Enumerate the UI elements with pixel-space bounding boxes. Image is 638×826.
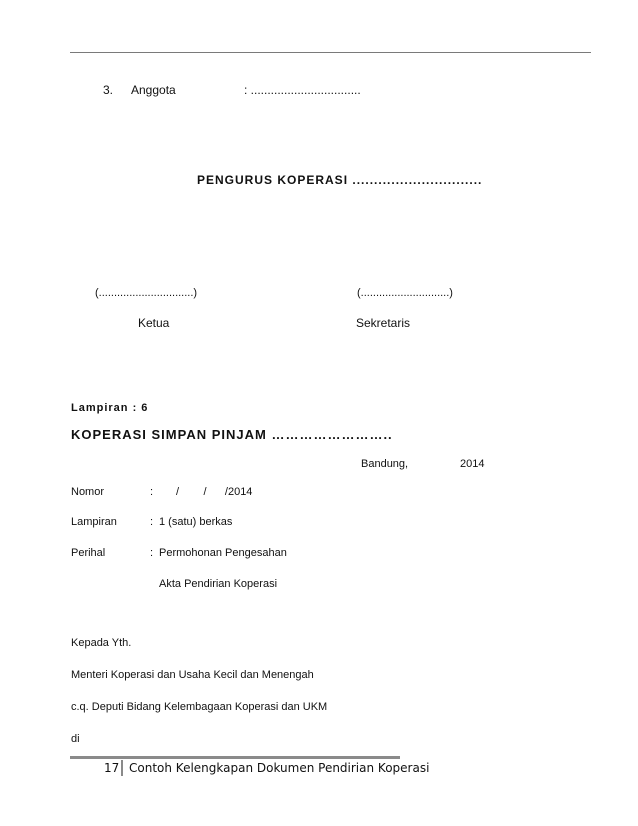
koperasi-heading: KOPERASI SIMPAN PINJAM …………………….. [71, 427, 393, 442]
field-value-nomor: / / /2014 [176, 486, 253, 498]
pengurus-heading: PENGURUS KOPERASI .............................. [197, 173, 483, 187]
field-label-perihal: Perihal [71, 547, 106, 559]
field-sep-perihal: : [150, 547, 154, 559]
anggota-value: : ................................. [244, 83, 361, 97]
field-sep-nomor: : [150, 486, 154, 498]
field-label-lampiran: Lampiran [71, 516, 117, 528]
recipient-line-3: di [71, 733, 80, 745]
place-year: 2014 [460, 458, 485, 470]
perihal-line-2: Akta Pendirian Koperasi [159, 578, 278, 590]
place-city: Bandung, [361, 458, 409, 470]
ketua-signature-line: (...............................) [95, 287, 198, 299]
page-number: 17 [104, 761, 120, 775]
field-label-nomor: Nomor [71, 486, 105, 498]
recipient-line-2: c.q. Deputi Bidang Kelembagaan Koperasi dan UKM [71, 701, 328, 713]
anggota-label: Anggota [131, 83, 176, 97]
footer-title: Contoh Kelengkapan Dokumen Pendirian Koperasi [129, 761, 430, 775]
recipient-kepada: Kepada Yth. [71, 637, 132, 649]
sekretaris-role: Sekretaris [356, 316, 411, 330]
footer-rule [70, 756, 400, 759]
field-value-lampiran: 1 (satu) berkas [159, 516, 233, 528]
lampiran-heading: Lampiran : 6 [71, 402, 149, 414]
field-value-perihal: Permohonan Pengesahan [159, 547, 287, 559]
header-rule [70, 52, 591, 53]
sekretaris-signature-line: (.............................) [357, 287, 453, 299]
footer-divider [121, 760, 123, 776]
recipient-line-1: Menteri Koperasi dan Usaha Kecil dan Menengah [71, 669, 314, 681]
anggota-number: 3. [103, 83, 114, 97]
field-sep-lampiran: : [150, 516, 154, 528]
ketua-role: Ketua [138, 316, 170, 330]
